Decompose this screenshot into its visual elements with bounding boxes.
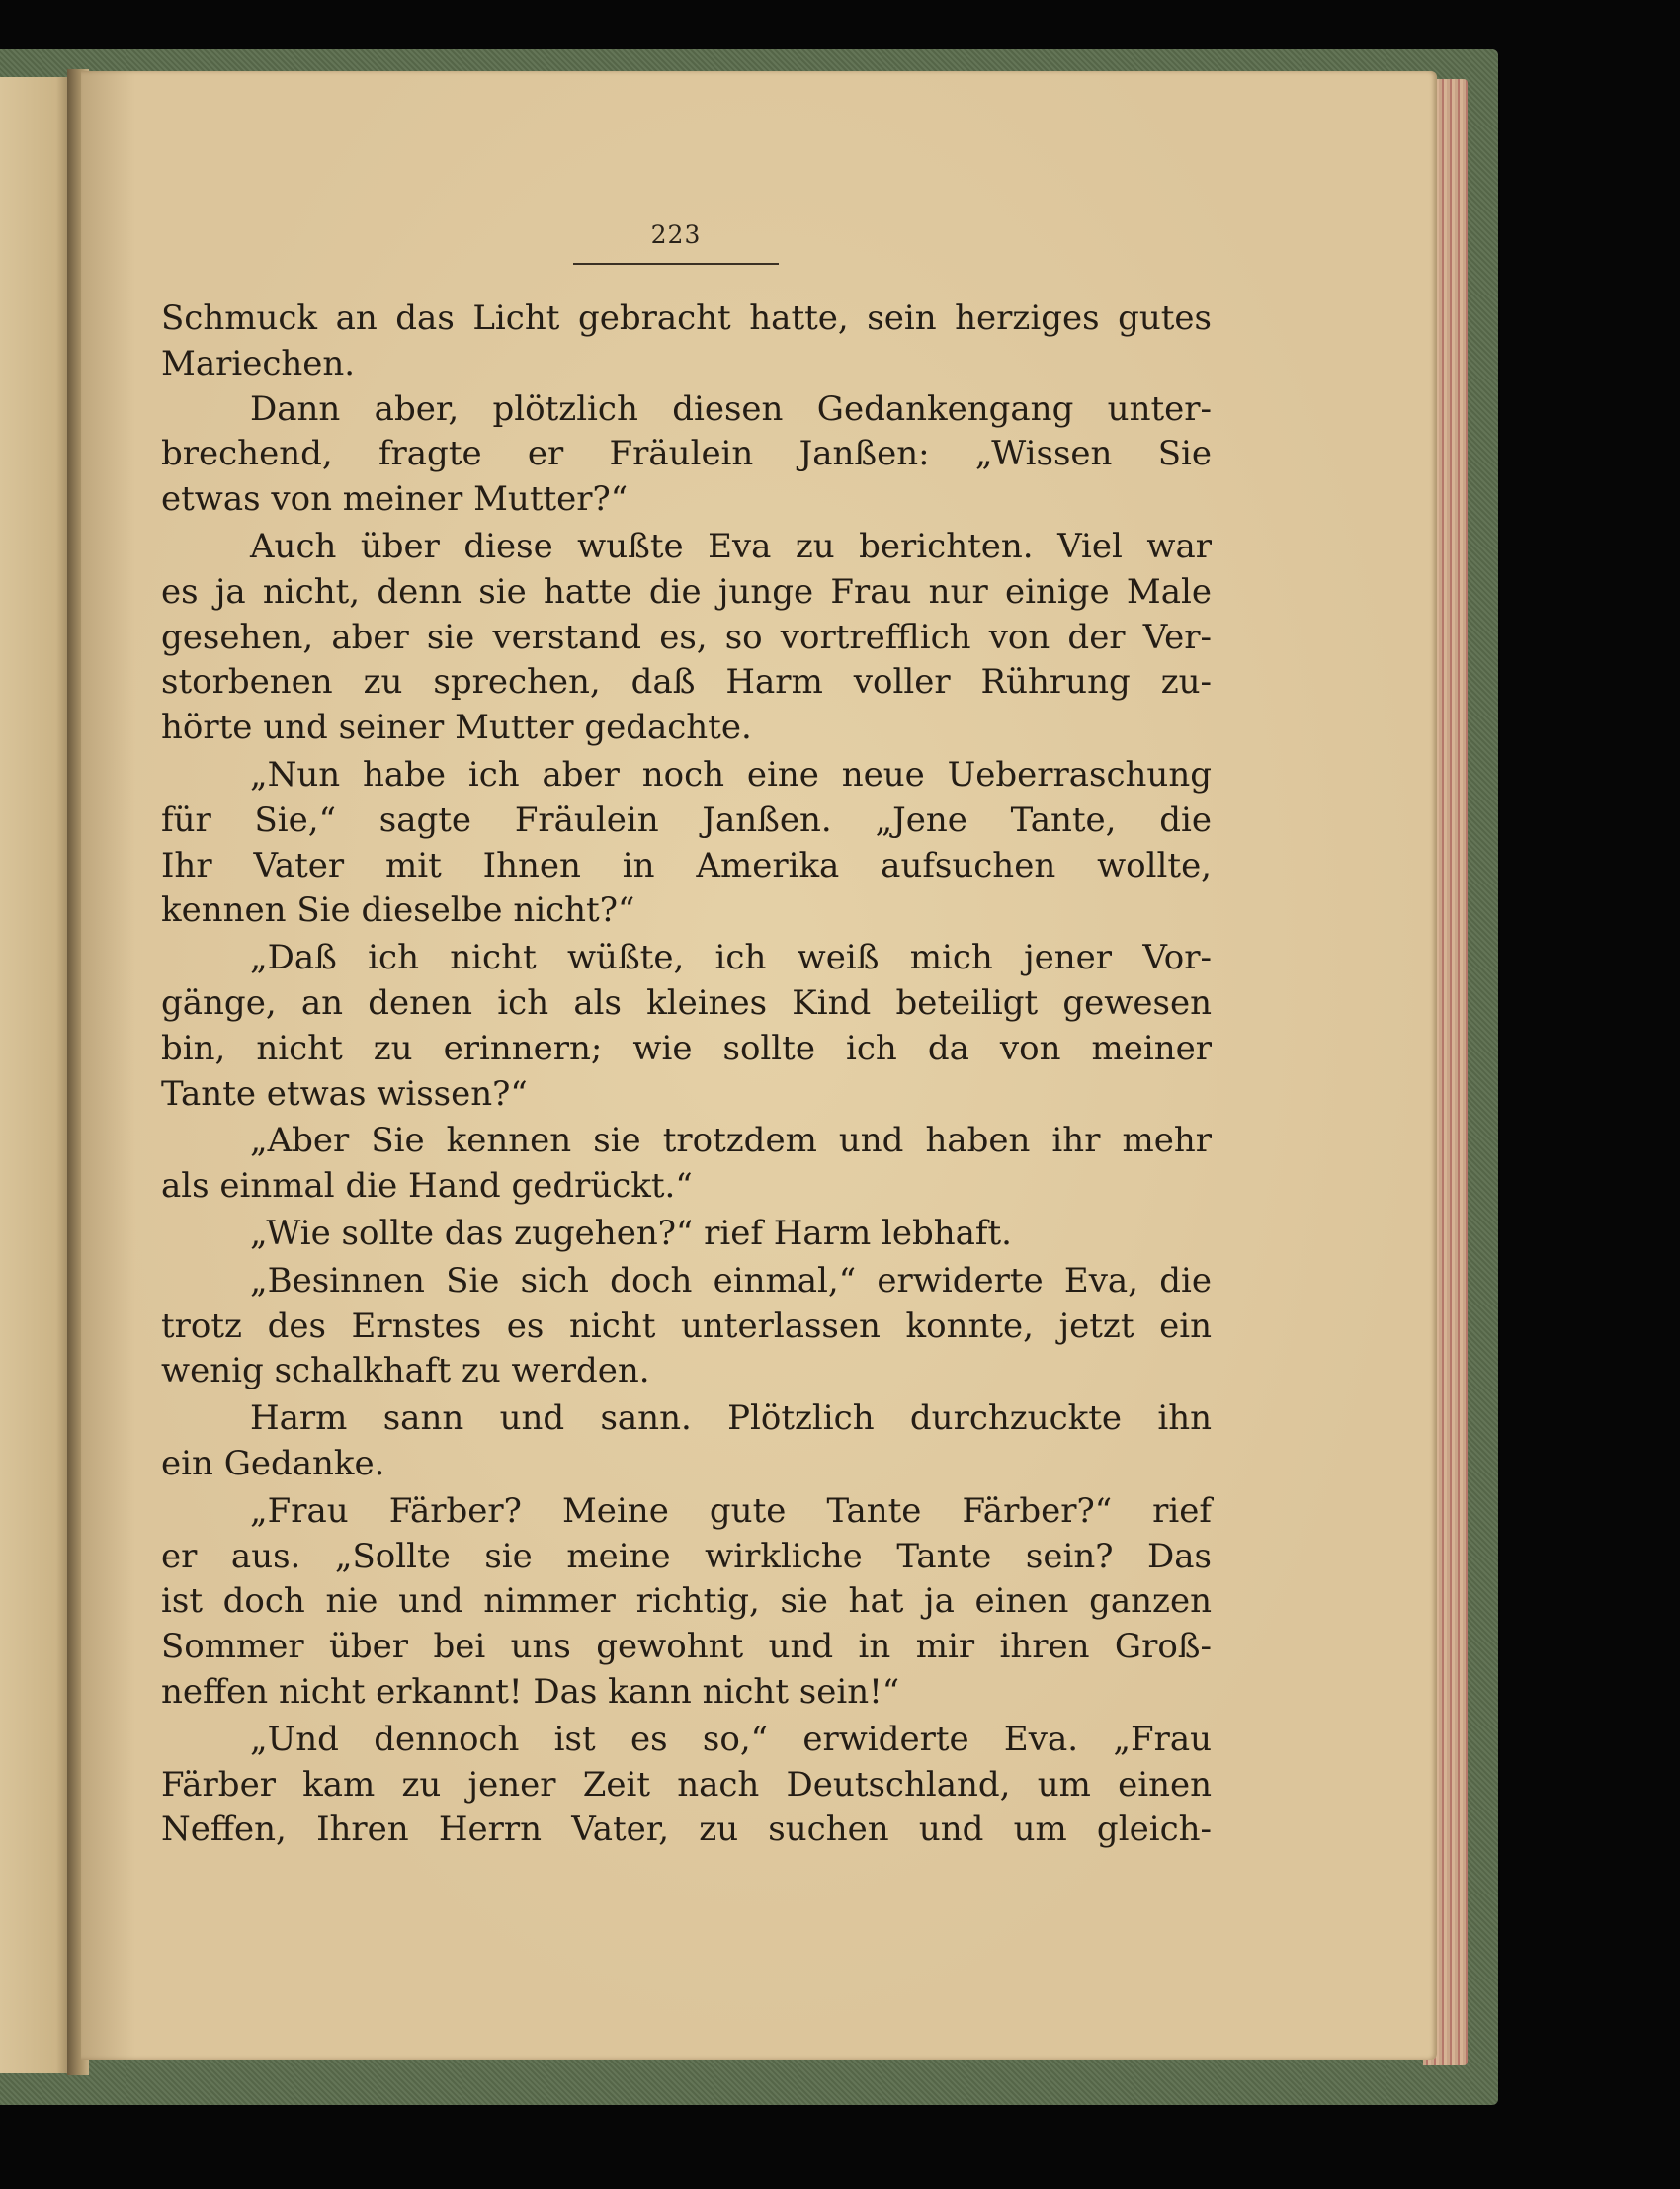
text-line: Mariechen.: [161, 343, 356, 383]
text-line: Sommer über bei uns gewohnt und in mir ihren Groß-: [161, 1627, 1212, 1667]
text-line: neffen nicht erkannt! Das kann nicht sein!“: [161, 1671, 900, 1712]
text-line: gesehen, aber sie verstand es, so vortrefflich von der Ver-: [161, 617, 1212, 657]
text-line: etwas von meiner Mutter?“: [161, 479, 629, 520]
text-line: „Daß ich nicht wüßte, ich weiß mich jener Vor-: [250, 938, 1212, 978]
text-line: er aus. „Sollte sie meine wirkliche Tante sein? Das: [161, 1536, 1212, 1576]
text-line: ist doch nie und nimmer richtig, sie hat ja einen ganzen: [161, 1581, 1212, 1622]
text-line: gänge, an denen ich als kleines Kind beteiligt gewesen: [161, 982, 1212, 1023]
text-line: es ja nicht, denn sie hatte die junge Frau nur einige Male: [161, 571, 1212, 612]
text-line: „Wie sollte das zugehen?“ rief Harm lebhaft.: [250, 1213, 1012, 1253]
text-line: „Nun habe ich aber noch eine neue Ueberraschung: [250, 754, 1212, 795]
text-line: Auch über diese wußte Eva zu berichten. Viel war: [250, 526, 1212, 566]
header-rule: [573, 263, 779, 265]
text-line: Ihr Vater mit Ihnen in Amerika aufsuchen wollte,: [161, 845, 1212, 885]
text-line: bin, nicht zu erinnern; wie sollte ich da von meiner: [161, 1028, 1212, 1068]
left-page-edge: [0, 77, 75, 2073]
text-line: als einmal die Hand gedrückt.“: [161, 1166, 693, 1207]
page-header: [573, 219, 779, 265]
text-line: Dann aber, plötzlich diesen Gedankengang unter-: [250, 388, 1212, 429]
text-line: „Frau Färber? Meine gute Tante Färber?“ rief: [250, 1490, 1212, 1531]
text-line: „Aber Sie kennen sie trotzdem und haben ihr mehr: [250, 1121, 1212, 1161]
text-line: hörte und seiner Mutter gedachte.: [161, 708, 752, 748]
text-line: ein Gedanke.: [161, 1443, 385, 1483]
text-line: Neffen, Ihren Herrn Vater, zu suchen und um gleich-: [161, 1810, 1212, 1850]
body-text: [161, 296, 1212, 1853]
page-number: 223: [650, 220, 702, 249]
text-line: Tante etwas wissen?“: [161, 1073, 528, 1114]
text-line: „Und dennoch ist es so,“ erwiderte Eva. „Frau: [250, 1719, 1212, 1759]
text-line: storbenen zu sprechen, daß Harm voller Rührung zu-: [161, 662, 1212, 703]
text-line: kennen Sie dieselbe nicht?“: [161, 890, 635, 931]
text-line: wenig schalkhaft zu werden.: [161, 1351, 650, 1391]
text-line: für Sie,“ sagte Fräulein Janßen. „Jene Tante, die: [161, 800, 1212, 840]
text-line: „Besinnen Sie sich doch einmal,“ erwiderte Eva, die: [250, 1260, 1212, 1301]
text-line: Harm sann und sann. Plötzlich durchzuckte ihn: [250, 1398, 1212, 1439]
text-line: Färber kam zu jener Zeit nach Deutschland, um einen: [161, 1764, 1212, 1805]
text-line: Schmuck an das Licht gebracht hatte, sein herziges gutes: [161, 298, 1212, 338]
text-line: trotz des Ernstes es nicht unterlassen konnte, jetzt ein: [161, 1305, 1212, 1346]
text-line: brechend, fragte er Fräulein Janßen: „Wissen Sie: [161, 434, 1212, 474]
